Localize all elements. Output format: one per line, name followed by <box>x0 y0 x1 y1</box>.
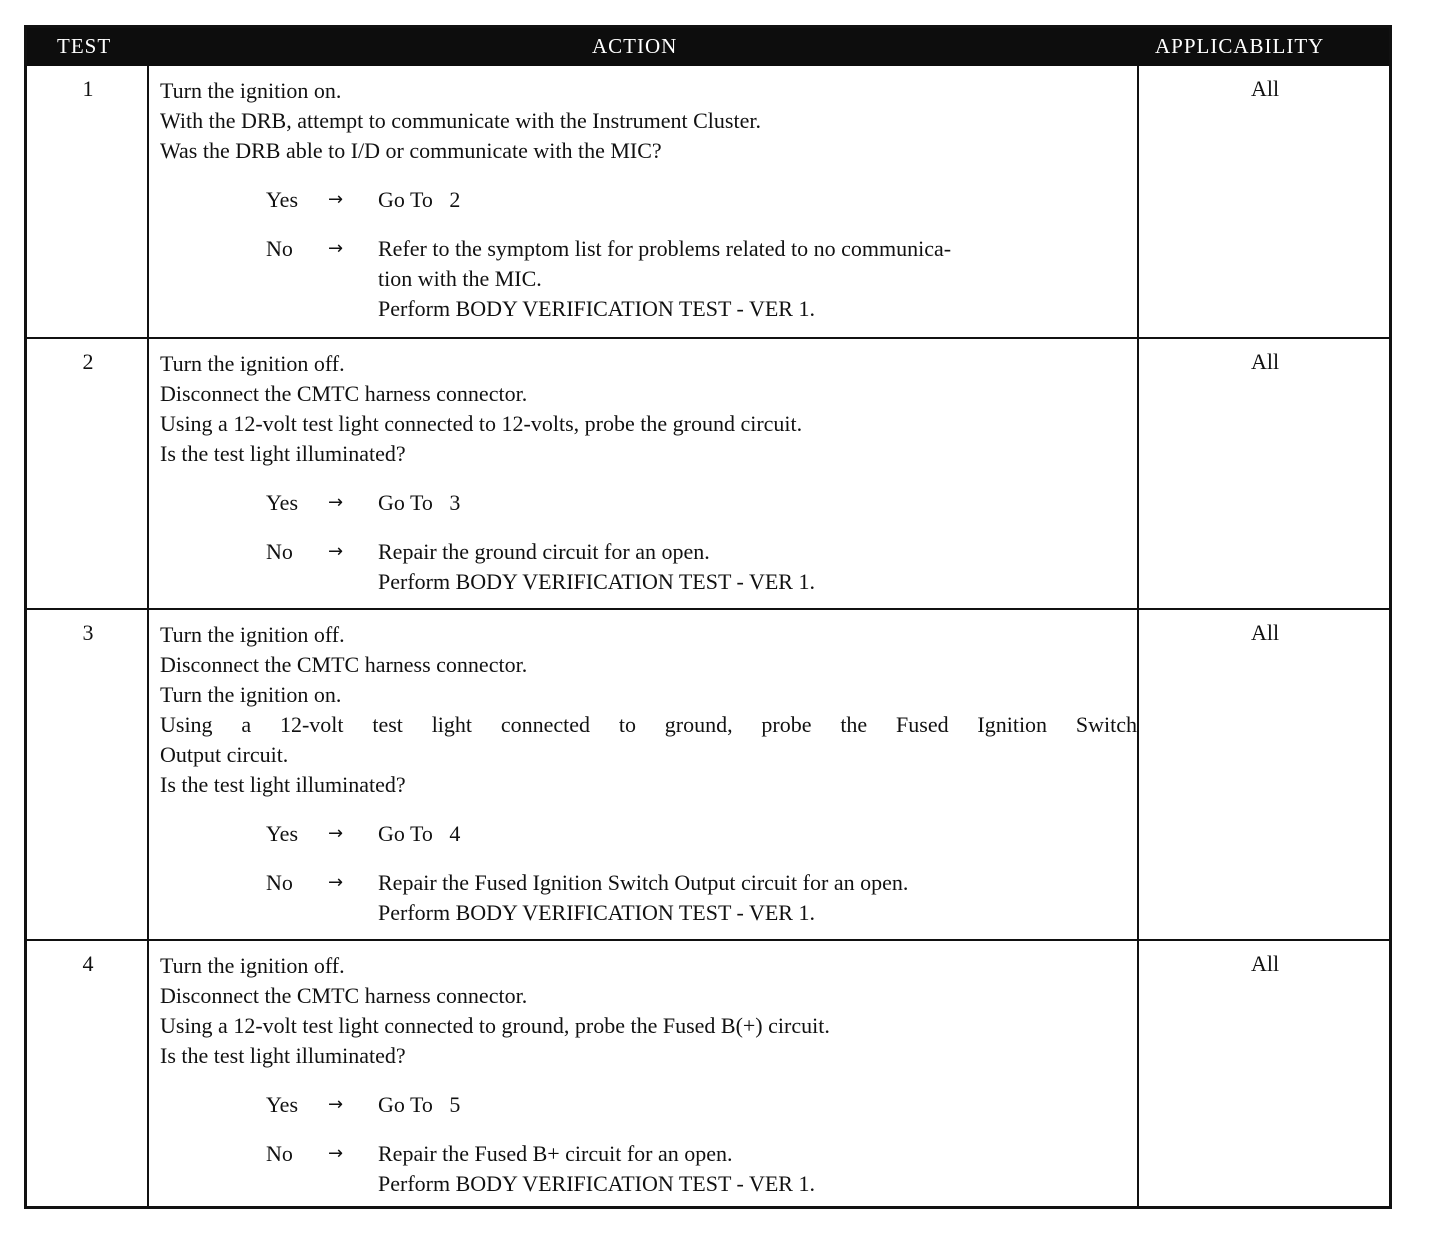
step-text: Turn the ignition off. <box>160 351 345 376</box>
yes-result: Go To 3 <box>378 490 461 515</box>
step-text: Output circuit. <box>160 742 289 767</box>
no-result: Perform BODY VERIFICATION TEST - VER 1. <box>378 1171 815 1196</box>
action-cell <box>160 349 1137 597</box>
yes-label: Yes <box>266 490 299 515</box>
step-text: Was the DRB able to I/D or communicate with the MIC? <box>160 138 662 163</box>
no-result: Repair the Fused B+ circuit for an open. <box>378 1141 733 1166</box>
yes-branch <box>266 488 1137 518</box>
no-label: No <box>266 539 293 564</box>
arrow-icon: → <box>328 492 344 513</box>
arrow-icon: → <box>328 1094 344 1115</box>
no-result: Repair the Fused Ignition Switch Output circuit for an open. <box>378 870 909 895</box>
applicability-cell: All <box>1250 76 1280 101</box>
arrow-icon: → <box>328 1143 344 1164</box>
header-applicability: APPLICABILITY <box>1155 34 1325 58</box>
step-text: Disconnect the CMTC harness connector. <box>160 983 528 1008</box>
test-number: 3 <box>82 620 94 645</box>
step-text: Turn the ignition on. <box>160 78 342 103</box>
table-row <box>27 337 1389 609</box>
action-cell <box>160 951 1137 1199</box>
yes-label: Yes <box>266 187 299 212</box>
test-number: 2 <box>82 349 94 374</box>
no-result: Refer to the symptom list for problems related to no communica- <box>378 236 952 261</box>
step-text: Is the test light illuminated? <box>160 1043 406 1068</box>
yes-label: Yes <box>266 821 299 846</box>
step-text: Using a 12-volt test light connected to ground, probe the Fused Ignition Switch <box>160 712 1137 737</box>
yes-result: Go To 4 <box>378 821 461 846</box>
step-text: Is the test light illuminated? <box>160 772 406 797</box>
no-result: Perform BODY VERIFICATION TEST - VER 1. <box>378 296 815 321</box>
step-text: Using a 12-volt test light connected to ground, probe the Fused B(+) circuit. <box>160 1013 830 1038</box>
yes-result: Go To 5 <box>378 1092 461 1117</box>
step-text: Turn the ignition off. <box>160 953 345 978</box>
table-row <box>27 608 1389 940</box>
diagnostic-test-table <box>24 25 1392 1209</box>
step-text: Turn the ignition on. <box>160 682 342 707</box>
no-result: Perform BODY VERIFICATION TEST - VER 1. <box>378 900 815 925</box>
yes-result: Go To 2 <box>378 187 461 212</box>
no-branch <box>266 1139 1137 1199</box>
header-action: ACTION <box>592 34 678 58</box>
step-text: With the DRB, attempt to communicate with the Instrument Cluster. <box>160 108 761 133</box>
no-label: No <box>266 870 293 895</box>
applicability-cell: All <box>1250 951 1280 976</box>
no-label: No <box>266 236 293 261</box>
arrow-icon: → <box>328 541 344 562</box>
test-number: 4 <box>82 951 94 976</box>
step-text: Using a 12-volt test light connected to 12-volts, probe the ground circuit. <box>160 411 803 436</box>
no-branch <box>266 868 1137 928</box>
step-text: Disconnect the CMTC harness connector. <box>160 381 528 406</box>
table-row <box>27 939 1389 1209</box>
no-result: Repair the ground circuit for an open. <box>378 539 710 564</box>
arrow-icon: → <box>328 872 344 893</box>
step-text: Turn the ignition off. <box>160 622 345 647</box>
no-result: tion with the MIC. <box>378 266 542 291</box>
yes-branch <box>266 1090 1137 1120</box>
header-test: TEST <box>57 34 112 58</box>
applicability-cell: All <box>1250 349 1280 374</box>
yes-branch <box>266 819 1137 849</box>
arrow-icon: → <box>328 823 344 844</box>
no-branch <box>266 537 1137 597</box>
action-cell <box>160 620 1137 928</box>
applicability-cell: All <box>1250 620 1280 645</box>
arrow-icon: → <box>328 189 344 210</box>
step-text: Disconnect the CMTC harness connector. <box>160 652 528 677</box>
step-text: Is the test light illuminated? <box>160 441 406 466</box>
table-row <box>27 66 1389 338</box>
no-label: No <box>266 1141 293 1166</box>
table-header <box>27 28 1389 66</box>
test-number: 1 <box>82 76 94 101</box>
action-cell <box>160 76 1137 324</box>
yes-branch <box>266 185 1137 215</box>
no-branch <box>266 234 1137 324</box>
no-result: Perform BODY VERIFICATION TEST - VER 1. <box>378 569 815 594</box>
yes-label: Yes <box>266 1092 299 1117</box>
arrow-icon: → <box>328 238 344 259</box>
